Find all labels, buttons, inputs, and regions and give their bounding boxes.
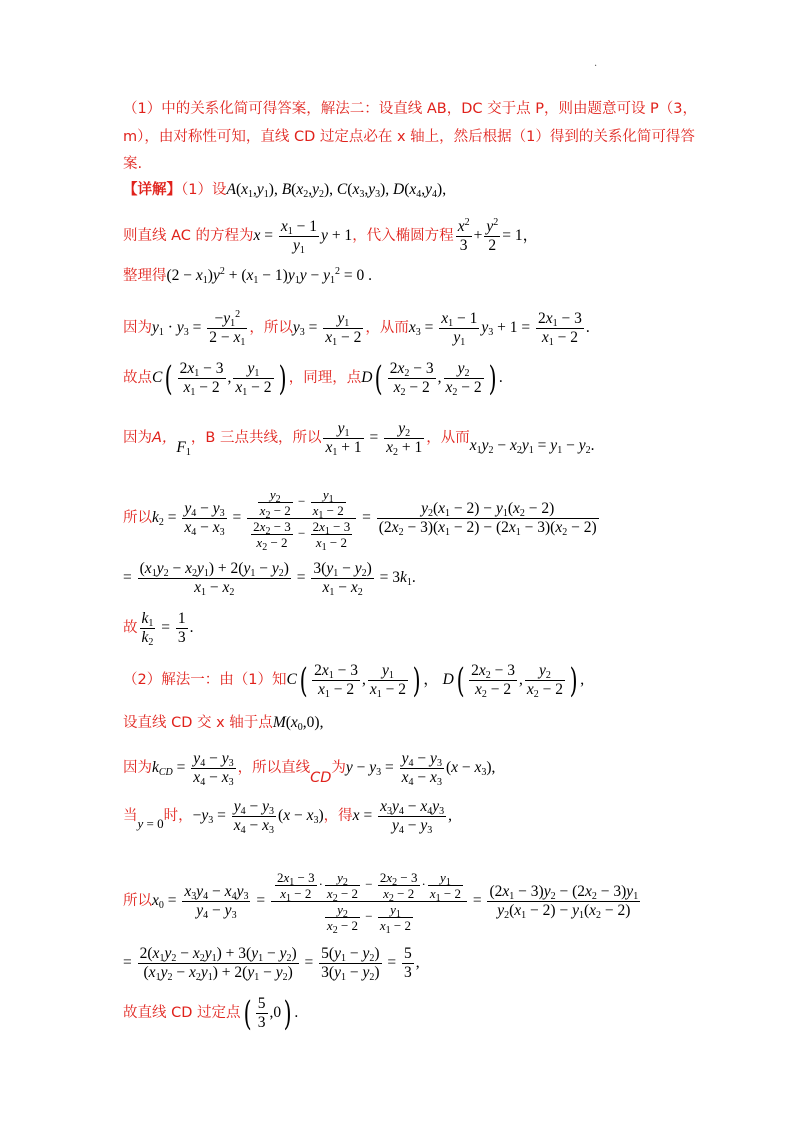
points-cd-coordinates: 故点C( $\frac{2x_1 - 3}{x_1 - 2}$ , $\frac{y_1}{x_1 - 2}$ ) ，同理，点D( $\frac{2x_2 - 3}{x_2 - 2}$ , $\frac{y_2}{x_2 - 2}$ ) . bbox=[123, 358, 503, 399]
fixed-point-conclusion: 故直线 CD 过定点( $\frac{5}{3}$ ,0) . bbox=[123, 993, 299, 1034]
collinear-prefix: 因为 bbox=[123, 430, 152, 447]
line-ac-equation: 则直线 AC 的方程为x = $\frac{x_1 - 1}{y_1}$ y + 1，代入椭圆方程 $\frac{x^2}{3}$ + $\frac{y^2}{2}$ = 1， bbox=[123, 217, 539, 256]
kcd-so-text: ，所以直线 bbox=[237, 760, 311, 777]
x0-prefix: 所以 bbox=[123, 893, 152, 910]
intro-line-1: （1）中的关系化简可得答案，解法二：设直线 AB，DC 交于点 P，则由题意可设 P（3， bbox=[123, 101, 698, 117]
y-zero-substitution: 当y = 0时，$-y_3$ = $\frac{y_4 - y_3}{x_4 - x_3}$ $(x - x_3)$，得x = $\frac{x_3y_4 - x_4y_3}{y_4 - y_3}$ , bbox=[123, 798, 452, 836]
line-ac-prefix: 则直线 AC 的方程为 bbox=[123, 228, 254, 245]
collinear-thus-text: ，从而 bbox=[426, 430, 470, 447]
x0-derivation: 所以$x_0$ = $\frac{x_3y_4 - x_4y_3}{y_4 - y_3}$ = $\frac{2x_1 - 3}{x_1 - 2}$ · $\frac{y_2}{x_2 - 2}$ − $\frac{2x_2 - 3}{x_2 - 2}$ · $\frac{y_1}{x_1 - 2}$ $\frac{y_2}{x_2 - 2}$ − $\frac{y_1}{x_1 - 2}$ = $\frac{(2x_1 - 3)y_2 - (2x_2 - 3)y_1}{y_2(x_1 - 2) - y_1(x_2 - 2)}$ bbox=[123, 870, 639, 936]
kcd-prefix: 因为 bbox=[123, 760, 152, 777]
slope-k2-result: = $\frac{(x_1y_2 - x_2y_1) + 2(y_1 - y_2)}{x_1 - x_2}$ = $\frac{3(y_1 - y_2)}{x_1 - x_2}$ = $3k_1$. bbox=[123, 560, 416, 598]
similarly-text: ，同理，点 bbox=[288, 370, 362, 387]
wei-text: 为 bbox=[331, 760, 346, 777]
ellipse-substitution-text: ，代入椭圆方程 bbox=[352, 228, 454, 245]
detail-line bbox=[123, 180, 446, 200]
point-m-prefix: 设直线 CD 交 x 轴于点 bbox=[123, 715, 273, 731]
x0-result: = $\frac{2(x_1y_2 - x_2y_1) + 3(y_1 - y_2)}{(x_1y_2 - x_2y_1) + 2(y_1 - y_2)}$ = $\frac{5(y_1 - y_2)}{3(y_1 - y_2)}$ = $\frac{5}{3}$ , bbox=[123, 945, 420, 983]
k2-prefix: 所以 bbox=[123, 510, 152, 527]
when-prefix: 当 bbox=[123, 808, 138, 825]
simplified-equation: 整理得$(2 - x_1)y^2 + (x_1 - 1)y_1y - y_1^2 = 0$ . bbox=[123, 266, 372, 286]
collinear-condition: 因为A，$F_1$，B 三点共线，所以 $\frac{y_1}{x_1 + 1}$ = $\frac{y_2}{x_2 + 1}$ ，从而$x_1y_2 - x_2y_1 = y_1 - y_2$. bbox=[123, 420, 595, 459]
obtain-text: ，得 bbox=[323, 808, 353, 825]
intro-line-2: m），由对称性可知，直线 CD 过定点必在 x 轴上，然后根据（1）得到的关系化简可得答 bbox=[123, 129, 695, 145]
points-cd-prefix: 故点 bbox=[123, 370, 152, 387]
when-text: 时， bbox=[163, 808, 193, 825]
page-dot: . bbox=[594, 58, 598, 69]
part1-setup-prefix: （1）设 bbox=[181, 182, 227, 198]
vieta-thus-text: ，从而 bbox=[365, 320, 409, 337]
conclusion-prefix: 故直线 CD 过定点 bbox=[123, 1005, 241, 1022]
detail-label: 【详解】 bbox=[123, 182, 181, 198]
intro-line-3: 案. bbox=[123, 156, 143, 172]
simplified-prefix: 整理得 bbox=[123, 268, 167, 284]
ratio-prefix: 故 bbox=[123, 620, 138, 637]
slope-k2-derivation: 所以$k_2$ = $\frac{y_4 - y_3}{x_4 - x_3}$ = $\frac{y_2}{x_2 - 2}$ − $\frac{y_1}{x_1 - 2}$ $\frac{2x_2 - 3}{x_2 - 2}$ − $\frac{2x_1 - 3}{x_1 - 2}$ = $\frac{y_2(x_1 - 2) - y_1(x_2 - 2)}{(2x_2 - 3)(x_1 - 2) - (2x_1 - 3)(x_2 - 2)}$ bbox=[123, 487, 597, 553]
vieta-relation: 因为$y_1 \cdot y_3$ = $\frac{-y_1^2}{2 - x_1}$ ，所以$y_3$ = $\frac{y_1}{x_1 - 2}$ ，从而$x_3$ = $\frac{x_1 - 1}{y_1}$ $y_3 + 1$ = $\frac{2x_1 - 3}{x_1 - 2}$ . bbox=[123, 309, 590, 348]
vieta-so-text: ，所以 bbox=[249, 320, 293, 337]
vieta-prefix: 因为 bbox=[123, 320, 152, 337]
part2-points: （2）解法一：由（1）知C( $\frac{2x_1 - 3}{x_1 - 2}$ , $\frac{y_1}{x_1 - 2}$ ) ， D( $\frac{2x_2 - 3}{x_2 - 2}$ , $\frac{y_2}{x_2 - 2}$ ) , bbox=[123, 660, 585, 701]
ratio-result: 故 $\frac{k_1}{k_2}$ = $\frac{1}{3}$ . bbox=[123, 610, 194, 648]
point-m-setup: 设直线 CD 交 x 轴于点$M(x_0,0)$, bbox=[123, 714, 324, 733]
collinear-b-text: ，B 三点共线，所以 bbox=[190, 430, 322, 447]
collinear-a: A， bbox=[152, 430, 177, 447]
line-cd-equation: 因为$k_{CD}$ = $\frac{y_4 - y_3}{x_4 - x_3}$ ，所以直线CD为$y - y_3$ = $\frac{y_4 - y_3}{x_4 - x_3}$ $(x - x_3)$, bbox=[123, 750, 496, 788]
part2-prefix: （2）解法一：由（1）知 bbox=[123, 672, 287, 689]
points-setup-formula: $A(x_1,y_1)$, $B(x_2,y_2)$, $C(x_3,y_3)$, $D(x_4,y_4)$, bbox=[226, 181, 447, 200]
cd-label: CD bbox=[310, 770, 332, 787]
